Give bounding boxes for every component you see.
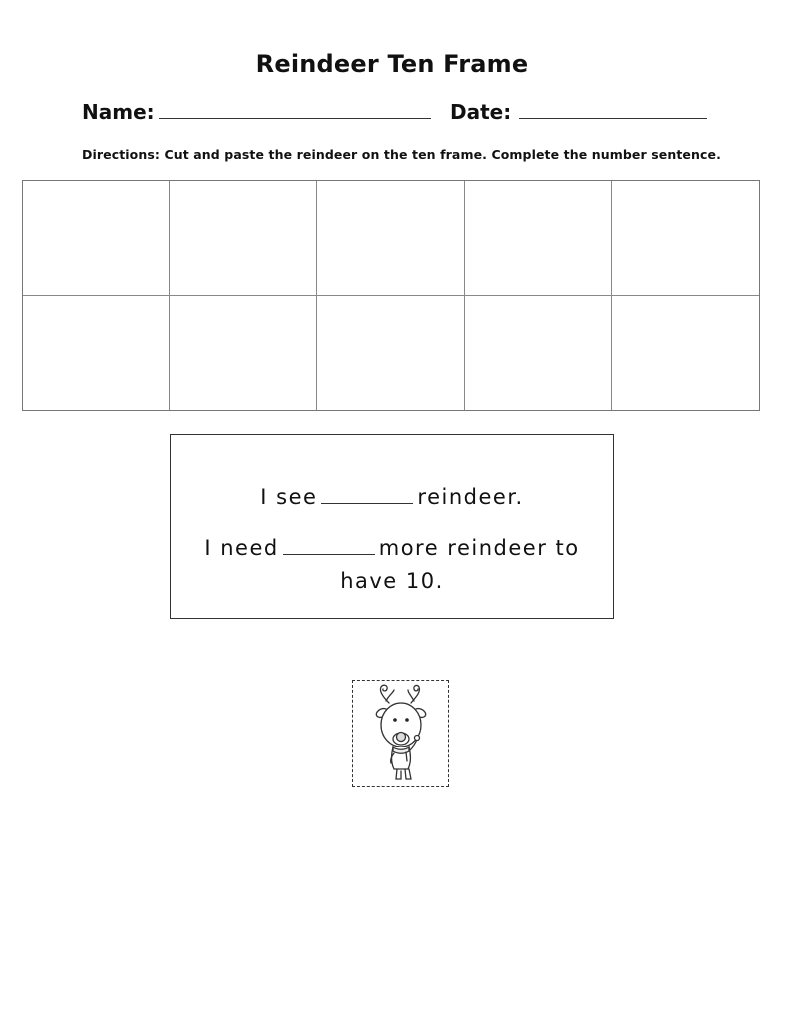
name-field [82, 100, 431, 124]
name-line[interactable] [159, 100, 431, 119]
sentence-line-2 [193, 532, 591, 598]
worksheet-title: Reindeer Ten Frame [255, 50, 529, 78]
number-sentence-box [170, 434, 614, 619]
see-count-blank[interactable] [321, 487, 413, 504]
ten-frame-cell-3[interactable] [317, 181, 464, 296]
name-label: Name: [82, 100, 155, 124]
ten-frame-cell-5[interactable] [612, 181, 759, 296]
ten-frame-cell-10[interactable] [612, 296, 759, 411]
ten-frame-cell-9[interactable] [465, 296, 612, 411]
sentence-1-suffix: reindeer. [417, 485, 524, 509]
sentence-1-prefix: I see [260, 485, 318, 509]
sentence-2-suffix: more reindeer to have 10. [340, 536, 580, 593]
reindeer-icon [353, 681, 450, 788]
reindeer-cutout[interactable] [352, 680, 449, 787]
directions-text: Directions: Cut and paste the reindeer on the ten frame. Complete the number sentence. [82, 147, 721, 162]
ten-frame-cell-8[interactable] [317, 296, 464, 411]
ten-frame-cell-6[interactable] [23, 296, 170, 411]
date-field [450, 100, 707, 124]
ten-frame-cell-4[interactable] [465, 181, 612, 296]
ten-frame-cell-7[interactable] [170, 296, 317, 411]
ten-frame-cell-1[interactable] [23, 181, 170, 296]
date-label: Date: [450, 100, 512, 124]
ten-frame [22, 180, 760, 411]
ten-frame-cell-2[interactable] [170, 181, 317, 296]
sentence-line-1 [171, 485, 613, 509]
need-count-blank[interactable] [283, 538, 375, 555]
sentence-2-prefix: I need [204, 536, 279, 560]
date-line[interactable] [519, 100, 707, 119]
